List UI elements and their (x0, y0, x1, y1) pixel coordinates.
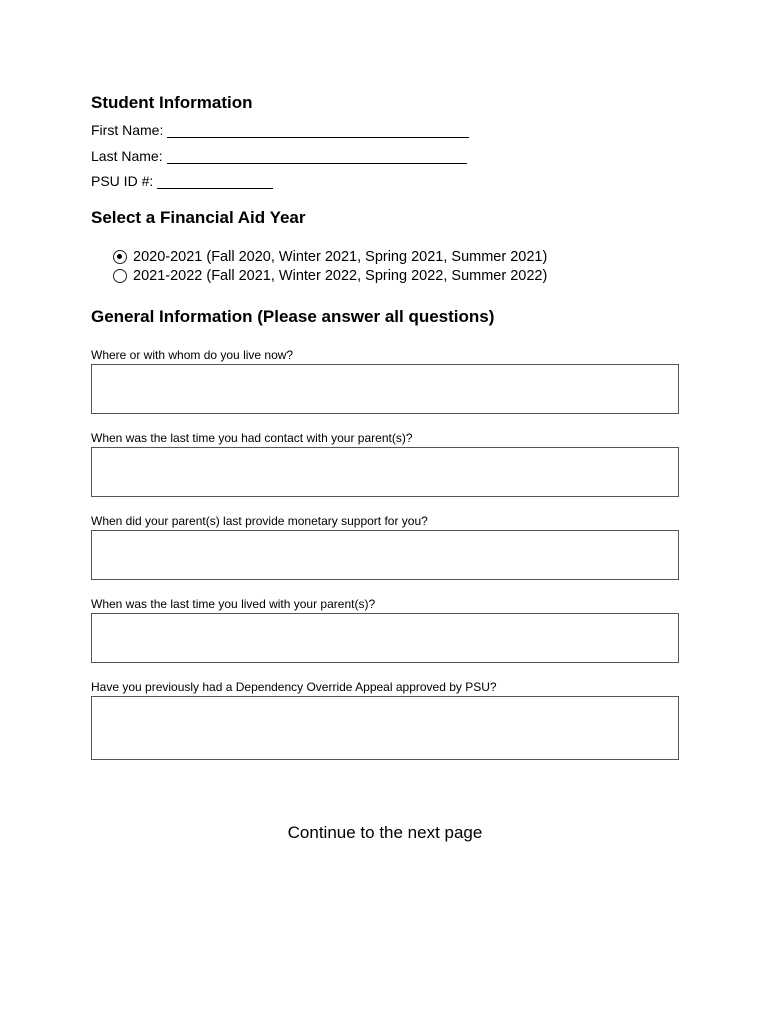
aid-year-option-2020[interactable] (113, 249, 547, 265)
first-name-field[interactable] (167, 123, 469, 138)
question-label-2: When was the last time you had contact with your parent(s)? (91, 431, 413, 445)
general-info-heading: General Information (Please answer all questions) (91, 307, 495, 326)
answer-box-1[interactable] (91, 364, 679, 414)
last-name-label: Last Name: (91, 148, 163, 164)
answer-box-4[interactable] (91, 613, 679, 663)
aid-year-option-2021[interactable] (113, 268, 547, 284)
psu-id-field[interactable] (157, 174, 273, 189)
question-label-3: When did your parent(s) last provide monetary support for you? (91, 514, 428, 528)
radio-unselected-icon[interactable] (113, 269, 127, 283)
psu-id-row (91, 173, 273, 189)
aid-year-option-label: 2020-2021 (Fall 2020, Winter 2021, Spring 2021, Summer 2021) (133, 249, 548, 265)
student-info-heading: Student Information (91, 93, 253, 112)
answer-box-5[interactable] (91, 696, 679, 760)
continue-text: Continue to the next page (287, 823, 483, 842)
question-label-5: Have you previously had a Dependency Override Appeal approved by PSU? (91, 680, 497, 694)
answer-box-3[interactable] (91, 530, 679, 580)
question-label-1: Where or with whom do you live now? (91, 348, 294, 362)
first-name-label: First Name: (91, 122, 164, 138)
last-name-row (91, 148, 467, 164)
radio-selected-icon[interactable] (113, 250, 127, 264)
last-name-field[interactable] (167, 149, 467, 164)
answer-box-2[interactable] (91, 447, 679, 497)
aid-year-option-label: 2021-2022 (Fall 2021, Winter 2022, Spring 2022, Summer 2022) (133, 268, 548, 284)
psu-id-label: PSU ID #: (91, 173, 154, 189)
first-name-row (91, 122, 469, 138)
aid-year-heading: Select a Financial Aid Year (91, 208, 306, 227)
question-label-4: When was the last time you lived with your parent(s)? (91, 597, 376, 611)
